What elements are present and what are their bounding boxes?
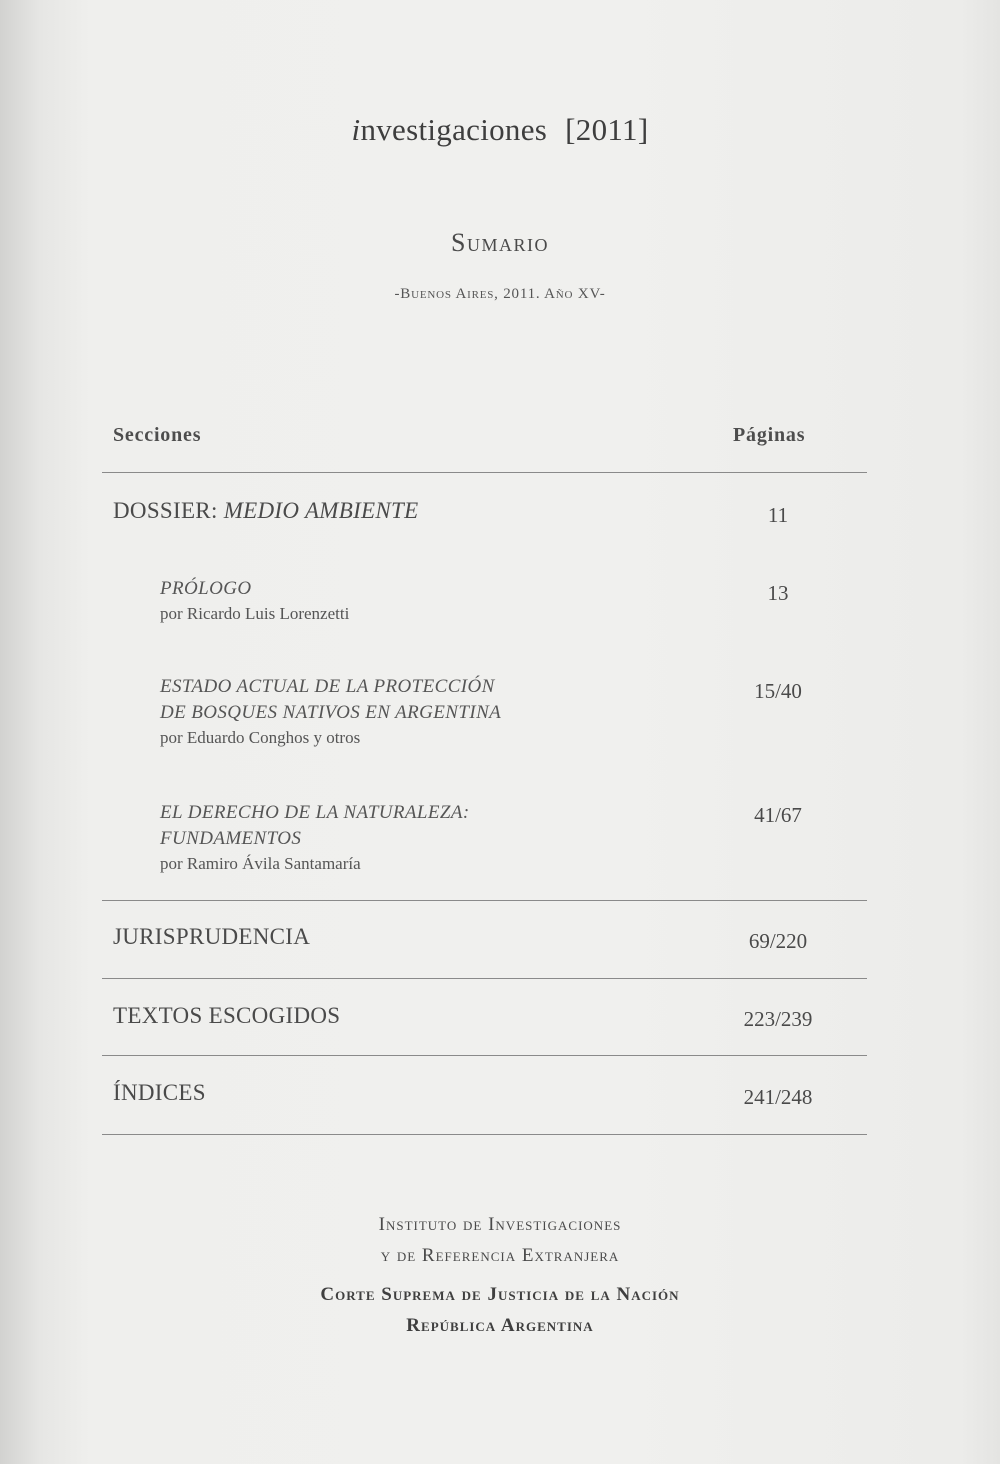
section-pages: 69/220 [748,929,808,953]
journal-name [352,112,548,147]
journal-title [0,112,1000,148]
journal-name-initial: i [351,112,361,147]
institute-line-2: y de Referencia Extranjera [380,1245,620,1266]
entry-title: ESTADO ACTUAL DE LA PROTECCIÓN [160,676,495,697]
entry-title: EL DERECHO DE LA NATURALEZA: [160,802,470,823]
dossier-pages: 11 [767,503,789,527]
journal-year: [2011] [565,112,649,147]
table-bottom-divider [102,1134,867,1135]
entry-title-continued: DE BOSQUES NATIVOS EN ARGENTINA [160,702,502,723]
country-name: República Argentina [406,1315,594,1336]
entry-pages: 41/67 [754,803,802,827]
section-indices: ÍNDICES [113,1080,206,1105]
section-textos-escogidos: TEXTOS ESCOGIDOS [113,1003,341,1028]
section-dossier [113,498,419,524]
dossier-label: DOSSIER: [113,498,218,523]
entry-pages: 13 [767,581,789,605]
section-divider [102,900,867,901]
summary-subtitle: -Buenos Aires, 2011. Año XV- [394,286,606,302]
toc-entry [160,800,680,876]
header-divider [102,472,867,473]
section-pages: 223/239 [743,1007,813,1031]
entry-author: por Ramiro Ávila Santamaría [160,854,361,873]
dossier-topic: MEDIO AMBIENTE [223,498,419,523]
toc-entry [160,576,680,626]
section-jurisprudencia: JURISPRUDENCIA [113,924,311,949]
entry-author: por Eduardo Conghos y otros [160,728,361,747]
court-name: Corte Suprema de Justicia de la Nación [320,1284,680,1305]
summary-heading: Sumario [451,228,549,257]
section-pages: 241/248 [743,1085,813,1109]
section-divider [102,1055,867,1056]
institute-line-1: Instituto de Investigaciones [378,1214,622,1235]
column-header-pages: Páginas [733,424,806,446]
entry-author: por Ricardo Luis Lorenzetti [160,604,350,623]
section-divider [102,978,867,979]
entry-pages: 15/40 [754,679,802,703]
entry-title: PRÓLOGO [160,578,252,599]
journal-name-rest: nvestigaciones [360,112,548,147]
entry-title-continued: FUNDAMENTOS [160,828,302,849]
column-header-sections: Secciones [113,424,202,446]
toc-entry [160,674,680,750]
